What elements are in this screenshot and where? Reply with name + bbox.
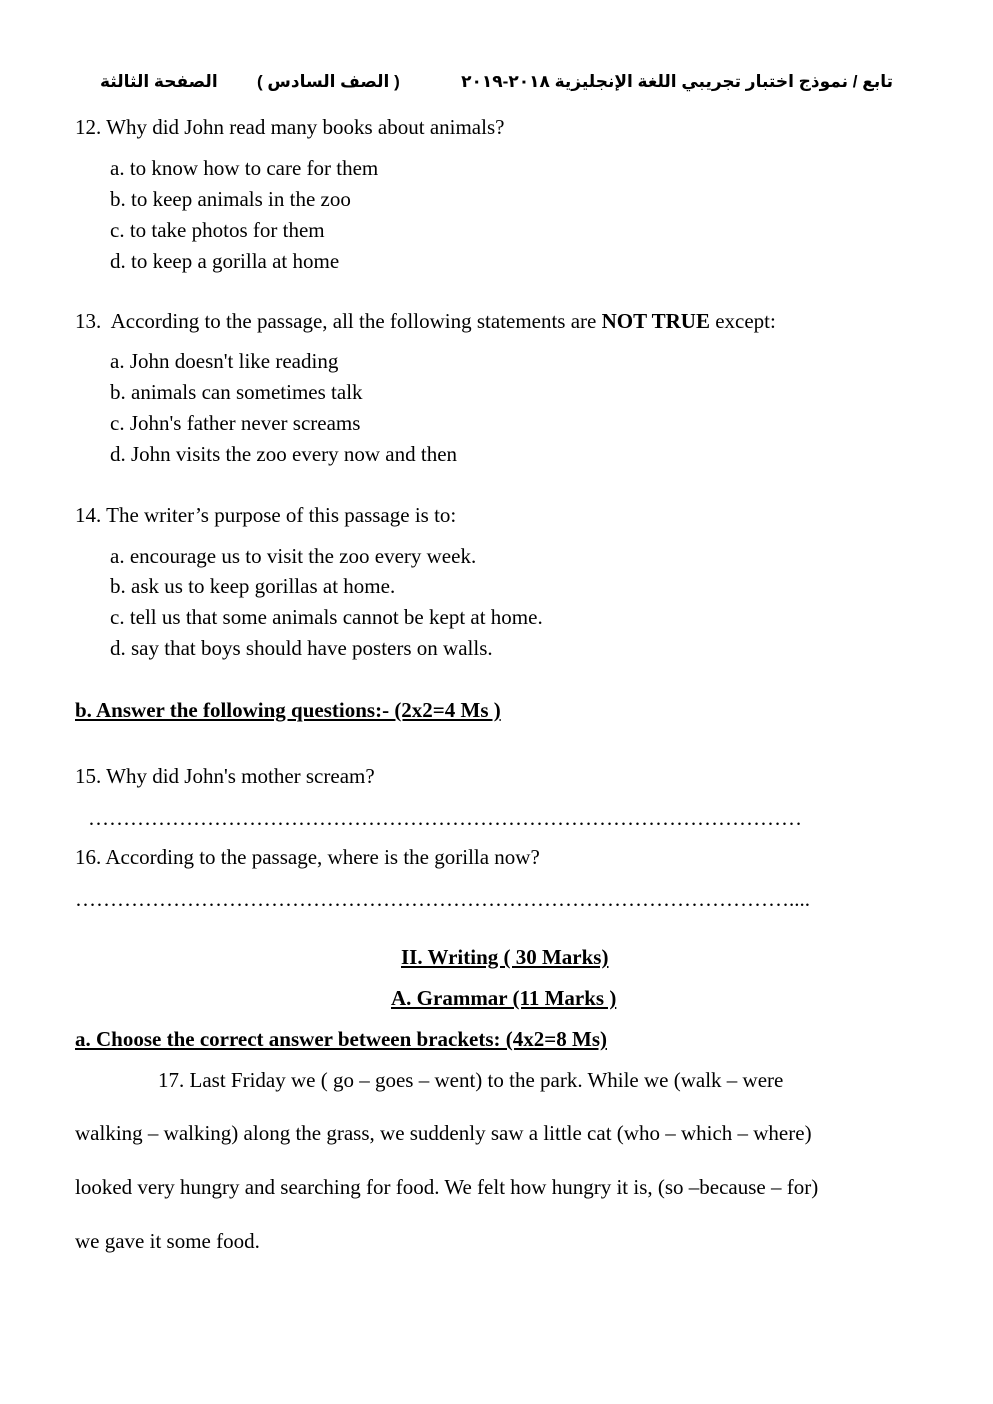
q15-answer-line: ………………………………………………………………………………………… [88,806,802,830]
q17-line-4: we gave it some food. [75,1229,260,1253]
question-13 [75,309,776,334]
q12-option-d: d. to keep a gorilla at home [110,249,340,273]
q16-answer-line: ………………………………………………………………………………………….... [75,887,810,911]
grammar-heading: A. Grammar (11 Marks ) [391,986,617,1010]
q13-option-d: d. John visits the zoo every now and then [110,442,458,466]
q17-line-1: 17. Last Friday we ( go – goes – went) to the park. While we (walk – were [158,1068,784,1092]
header-title: تابع / نموذج اختبار تجريبي اللغة الإنجليزية ٢٠١٨-٢٠١٩ [461,72,893,91]
question-12: 12. Why did John read many books about animals? [75,115,505,139]
q13-suffix: except: [709,309,776,333]
q13-option-b: b. animals can sometimes talk [110,380,363,404]
header-grade: ( الصف السادس ) [257,72,400,91]
grammar-instruction: a. Choose the correct answer between brackets: (4x2=8 Ms) [75,1027,607,1051]
question-15: 15. Why did John's mother scream? [75,764,375,788]
section-b-heading: b. Answer the following questions:- (2x2=4 Ms ) [75,698,501,722]
q17-line-3: looked very hungry and searching for food. We felt how hungry it is, (so –because – for) [75,1175,819,1199]
q13-emphasis: NOT TRUE [601,309,710,333]
header-page: الصفحة الثالثة [100,72,218,91]
q14-option-a: a. encourage us to visit the zoo every week. [110,544,477,568]
q12-option-a: a. to know how to care for them [110,156,379,180]
q14-option-b: b. ask us to keep gorillas at home. [110,574,396,598]
q14-option-c: c. tell us that some animals cannot be kept at home. [110,605,543,629]
q13-prefix: 13. According to the passage, all the following statements are [75,309,602,333]
q12-option-b: b. to keep animals in the zoo [110,187,351,211]
q12-option-c: c. to take photos for them [110,218,325,242]
q13-option-c: c. John's father never screams [110,411,361,435]
writing-heading: II. Writing ( 30 Marks) [401,945,609,969]
q17-line-2: walking – walking) along the grass, we suddenly saw a little cat (who – which – where) [75,1121,812,1145]
q13-option-a: a. John doesn't like reading [110,349,339,373]
question-16: 16. According to the passage, where is the gorilla now? [75,845,540,869]
q14-option-d: d. say that boys should have posters on walls. [110,636,493,660]
question-14: 14. The writer’s purpose of this passage is to: [75,503,457,527]
